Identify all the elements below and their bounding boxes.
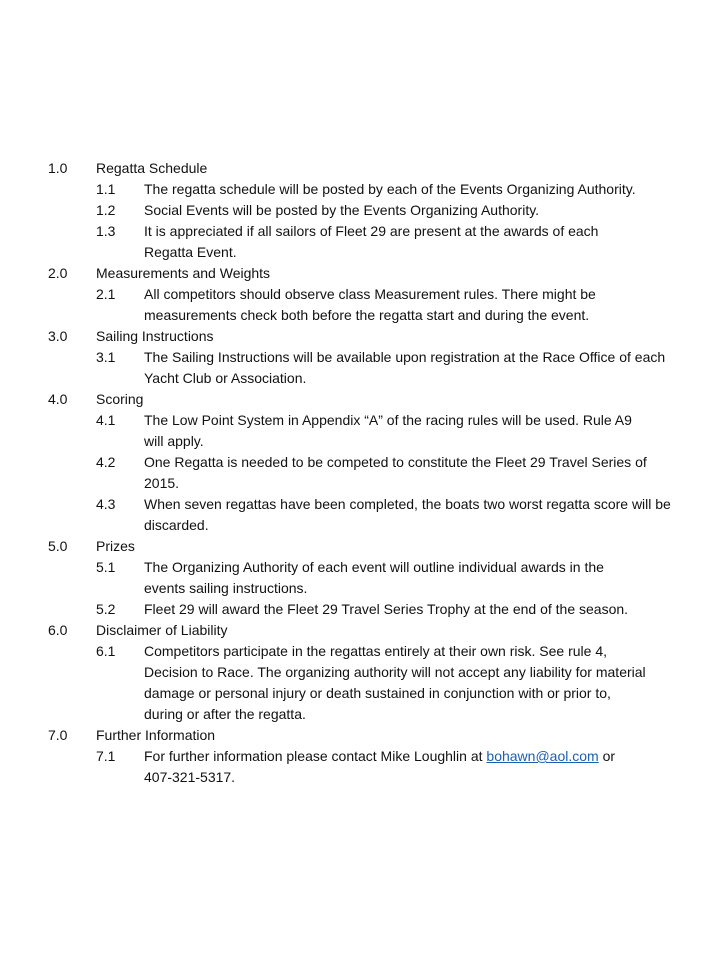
item-number: 1.1	[96, 181, 116, 197]
item-number: 2.1	[96, 286, 116, 302]
section-number: 3.0	[48, 328, 68, 344]
list-item	[0, 200, 720, 221]
list-item	[0, 410, 720, 452]
section-heading	[0, 620, 720, 641]
section-heading	[0, 158, 720, 179]
item-number: 4.1	[96, 412, 116, 428]
section-title: Prizes	[96, 538, 135, 554]
section-title: Measurements and Weights	[96, 265, 271, 281]
item-number: 7.1	[96, 748, 116, 764]
item-number: 4.2	[96, 454, 116, 470]
item-text: Fleet 29 will award the Fleet 29 Travel Series Trophy at the end of the season.	[144, 601, 629, 617]
item-text	[144, 746, 634, 788]
section-heading	[0, 536, 720, 557]
item-number: 3.1	[96, 349, 116, 365]
section-heading	[0, 263, 720, 284]
item-text: The Low Point System in Appendix “A” of the racing rules will be used. Rule A9 will apply.	[144, 412, 632, 449]
item-text: All competitors should observe class Measurement rules. There might be measurements check both before the regatta start and during the event.	[144, 286, 596, 323]
list-item	[0, 599, 720, 620]
item-number: 1.2	[96, 202, 116, 218]
section-title: Further Information	[96, 727, 216, 743]
list-item	[0, 494, 720, 536]
item-number: 6.1	[96, 643, 116, 659]
section-number: 7.0	[48, 727, 68, 743]
section-heading	[0, 326, 720, 347]
contact-text-before: For further information please contact Mike Loughlin at	[144, 748, 487, 764]
item-text: Social Events will be posted by the Events Organizing Authority.	[144, 202, 540, 218]
email-link[interactable]: bohawn@aol.com	[486, 748, 599, 764]
item-text: It is appreciated if all sailors of Fleet 29 are present at the awards of each Regatta Event.	[144, 223, 599, 260]
section-number: 1.0	[48, 160, 68, 176]
list-item	[0, 557, 720, 599]
item-number: 5.1	[96, 559, 116, 575]
item-text: The Sailing Instructions will be available upon registration at the Race Office of each Yacht Club or Association.	[144, 349, 666, 386]
list-item	[0, 284, 720, 326]
item-number: 1.3	[96, 223, 116, 239]
item-text: One Regatta is needed to be competed to constitute the Fleet 29 Travel Series of 2015.	[144, 454, 647, 491]
item-text: Competitors participate in the regattas entirely at their own risk. See rule 4, Decision to Race. The organizing authority will not accept any liability for material damage or personal injury or death sustained in conjunction with or prior to, during or after the regatta.	[144, 643, 646, 722]
list-item	[0, 452, 720, 494]
list-item	[0, 179, 720, 200]
section-heading	[0, 725, 720, 746]
list-item	[0, 347, 720, 389]
section-title: Disclaimer of Liability	[96, 622, 228, 638]
item-text: The Organizing Authority of each event will outline individual awards in the events sailing instructions.	[144, 559, 604, 596]
section-heading	[0, 389, 720, 410]
section-title: Sailing Instructions	[96, 328, 214, 344]
item-number: 4.3	[96, 496, 116, 512]
section-title: Scoring	[96, 391, 144, 407]
section-number: 4.0	[48, 391, 68, 407]
item-text: When seven regattas have been completed, the boats two worst regatta score will be discarded.	[144, 496, 671, 533]
list-item	[0, 221, 720, 263]
section-number: 6.0	[48, 622, 68, 638]
list-item	[0, 641, 720, 725]
contact-text-after: or 407-321-5317.	[144, 748, 616, 785]
section-number: 2.0	[48, 265, 68, 281]
section-title: Regatta Schedule	[96, 160, 208, 176]
list-item	[0, 746, 720, 788]
section-number: 5.0	[48, 538, 68, 554]
regatta-rules-document	[0, 158, 720, 788]
item-text: The regatta schedule will be posted by each of the Events Organizing Authority.	[144, 181, 636, 197]
item-number: 5.2	[96, 601, 116, 617]
